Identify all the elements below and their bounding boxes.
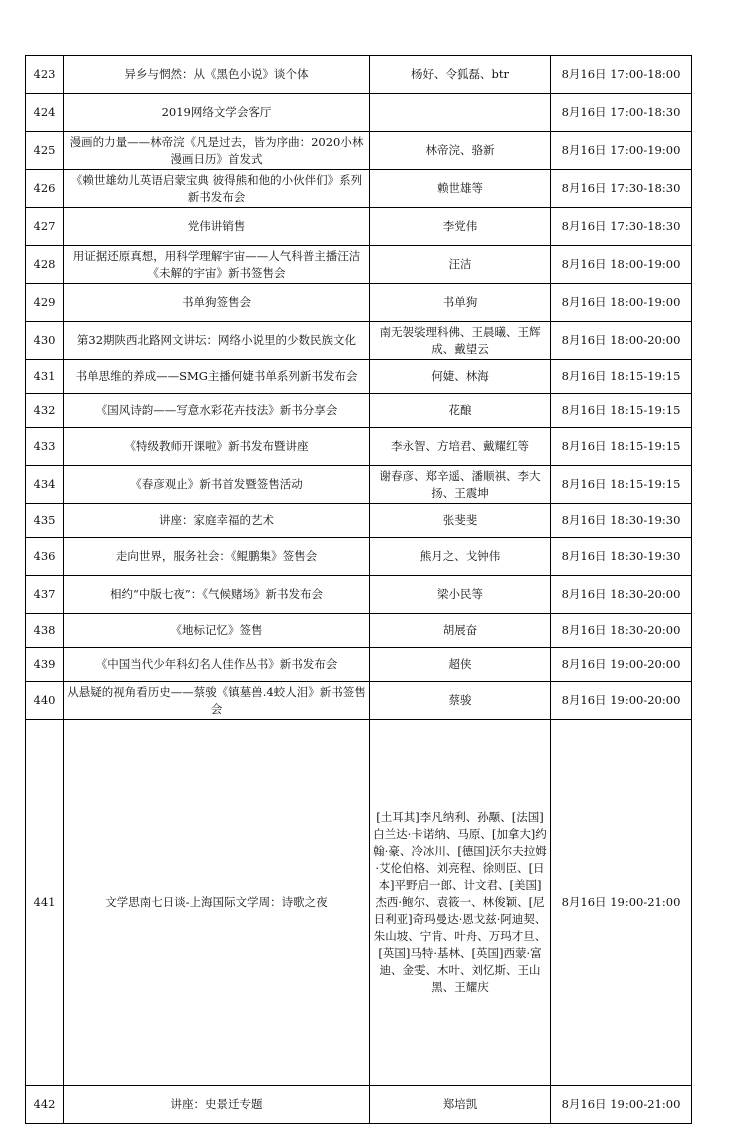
- event-time: 8月16日 17:00-19:00: [551, 132, 692, 170]
- table-row: [26, 504, 692, 538]
- row-number: 437: [26, 576, 64, 614]
- event-title: 书单狗签售会: [64, 284, 370, 322]
- event-guests: 南无袈裟理科佛、王晨曦、王辉成、戴望云: [370, 322, 551, 360]
- row-number: 442: [26, 1086, 64, 1124]
- event-title: 《国风诗韵——写意水彩花卉技法》新书分享会: [64, 394, 370, 428]
- table-row: [26, 576, 692, 614]
- event-time: 8月16日 18:15-19:15: [551, 360, 692, 394]
- table-row: [26, 538, 692, 576]
- row-number: 429: [26, 284, 64, 322]
- event-title: 讲座：家庭幸福的艺术: [64, 504, 370, 538]
- table-row: [26, 284, 692, 322]
- event-time: 8月16日 18:00-19:00: [551, 284, 692, 322]
- table-row: [26, 170, 692, 208]
- event-guests: 张斐斐: [370, 504, 551, 538]
- table-row: [26, 208, 692, 246]
- event-title: 相约“中版七夜”：《气候赌场》新书发布会: [64, 576, 370, 614]
- event-guests: 李永智、方培君、戴耀红等: [370, 428, 551, 466]
- event-title: 文学思南七日谈-上海国际文学周：诗歌之夜: [64, 720, 370, 1086]
- row-number: 432: [26, 394, 64, 428]
- table-row: [26, 94, 692, 132]
- event-guests: 花酿: [370, 394, 551, 428]
- event-time: 8月16日 18:00-20:00: [551, 322, 692, 360]
- row-number: 438: [26, 614, 64, 648]
- row-number: 433: [26, 428, 64, 466]
- event-time: 8月16日 18:30-19:30: [551, 538, 692, 576]
- event-title: 漫画的力量——林帝浣《凡是过去，皆为序曲：2020小林漫画日历》首发式: [64, 132, 370, 170]
- row-number: 423: [26, 56, 64, 94]
- row-number: 430: [26, 322, 64, 360]
- table-row: [26, 360, 692, 394]
- event-time: 8月16日 18:30-20:00: [551, 576, 692, 614]
- row-number: 425: [26, 132, 64, 170]
- event-guests: 谢春彦、郑辛遥、潘顺祺、李大扬、王震坤: [370, 466, 551, 504]
- event-title: 异乡与惘然：从《黑色小说》谈个体: [64, 56, 370, 94]
- event-guests: 林帝浣、骆新: [370, 132, 551, 170]
- table-row: [26, 648, 692, 682]
- event-time: 8月16日 18:15-19:15: [551, 428, 692, 466]
- row-number: 424: [26, 94, 64, 132]
- event-time: 8月16日 19:00-21:00: [551, 1086, 692, 1124]
- event-time: 8月16日 17:30-18:30: [551, 208, 692, 246]
- table-row: [26, 132, 692, 170]
- event-time: 8月16日 17:00-18:00: [551, 56, 692, 94]
- table-row: [26, 720, 692, 1086]
- event-time: 8月16日 18:00-19:00: [551, 246, 692, 284]
- row-number: 440: [26, 682, 64, 720]
- event-title: 第32期陕西北路网文讲坛：网络小说里的少数民族文化: [64, 322, 370, 360]
- event-time: 8月16日 18:15-19:15: [551, 466, 692, 504]
- event-time: 8月16日 18:15-19:15: [551, 394, 692, 428]
- table-row: [26, 246, 692, 284]
- table-row: [26, 428, 692, 466]
- event-guests: [土耳其]李凡纳利、孙颙、[法国]白兰达·卡诺纳、马原、[加拿大]约翰·豪、冷冰川、[德国]沃尔夫拉姆·艾伦伯格、刘亮程、徐则臣、[日本]平野启一郎、计文君、[美国]杰西·鲍尔、袁筱一、林俊颖、[尼日利亚]奇玛曼达·恩戈兹·阿迪契、朱山坡、宁肯、叶舟、万玛才旦、[英国]马特·基林、[英国]西蒙·富迪、金雯、木叶、刘忆斯、王山黑、王耀庆: [370, 720, 551, 1086]
- event-time: 8月16日 17:30-18:30: [551, 170, 692, 208]
- event-guests: 汪洁: [370, 246, 551, 284]
- event-title: 《春彦观止》新书首发暨签售活动: [64, 466, 370, 504]
- row-number: 431: [26, 360, 64, 394]
- row-number: 435: [26, 504, 64, 538]
- event-guests: 郑培凯: [370, 1086, 551, 1124]
- event-guests: [370, 94, 551, 132]
- row-number: 441: [26, 720, 64, 1086]
- event-title: 2019网络文学会客厅: [64, 94, 370, 132]
- event-schedule-table: [25, 55, 692, 1124]
- event-title: 讲座：史景迁专题: [64, 1086, 370, 1124]
- table-row: [26, 322, 692, 360]
- row-number: 439: [26, 648, 64, 682]
- table-row: [26, 614, 692, 648]
- event-guests: 李党伟: [370, 208, 551, 246]
- table-row: [26, 394, 692, 428]
- event-title: 《特级教师开课啦》新书发布暨讲座: [64, 428, 370, 466]
- event-title: 《地标记忆》签售: [64, 614, 370, 648]
- event-guests: 胡展奋: [370, 614, 551, 648]
- table-row: [26, 682, 692, 720]
- event-guests: 蔡骏: [370, 682, 551, 720]
- schedule-body: [26, 56, 692, 1124]
- event-title: 走向世界，服务社会：《鲲鹏集》签售会: [64, 538, 370, 576]
- event-title: 《中国当代少年科幻名人佳作丛书》新书发布会: [64, 648, 370, 682]
- event-guests: 赖世雄等: [370, 170, 551, 208]
- table-row: [26, 56, 692, 94]
- event-time: 8月16日 19:00-21:00: [551, 720, 692, 1086]
- event-time: 8月16日 19:00-20:00: [551, 682, 692, 720]
- event-title: 党伟讲销售: [64, 208, 370, 246]
- row-number: 434: [26, 466, 64, 504]
- event-guests: 熊月之、戈钟伟: [370, 538, 551, 576]
- event-time: 8月16日 18:30-19:30: [551, 504, 692, 538]
- row-number: 426: [26, 170, 64, 208]
- row-number: 428: [26, 246, 64, 284]
- row-number: 427: [26, 208, 64, 246]
- event-title: 用证据还原真想，用科学理解宇宙——人气科普主播汪洁《未解的宇宙》新书签售会: [64, 246, 370, 284]
- event-title: 书单思维的养成——SMG主播何婕书单系列新书发布会: [64, 360, 370, 394]
- event-guests: 梁小民等: [370, 576, 551, 614]
- event-time: 8月16日 19:00-20:00: [551, 648, 692, 682]
- event-guests: 何婕、林海: [370, 360, 551, 394]
- event-title: 《赖世雄幼儿英语启蒙宝典 彼得熊和他的小伙伴们》系列新书发布会: [64, 170, 370, 208]
- event-time: 8月16日 17:00-18:30: [551, 94, 692, 132]
- event-guests: 书单狗: [370, 284, 551, 322]
- table-row: [26, 466, 692, 504]
- event-guests: 超侠: [370, 648, 551, 682]
- event-time: 8月16日 18:30-20:00: [551, 614, 692, 648]
- event-title: 从悬疑的视角看历史——蔡骏《镇墓兽.4蛟人泪》新书签售会: [64, 682, 370, 720]
- event-guests: 杨好、令狐磊、btr: [370, 56, 551, 94]
- row-number: 436: [26, 538, 64, 576]
- table-row: [26, 1086, 692, 1124]
